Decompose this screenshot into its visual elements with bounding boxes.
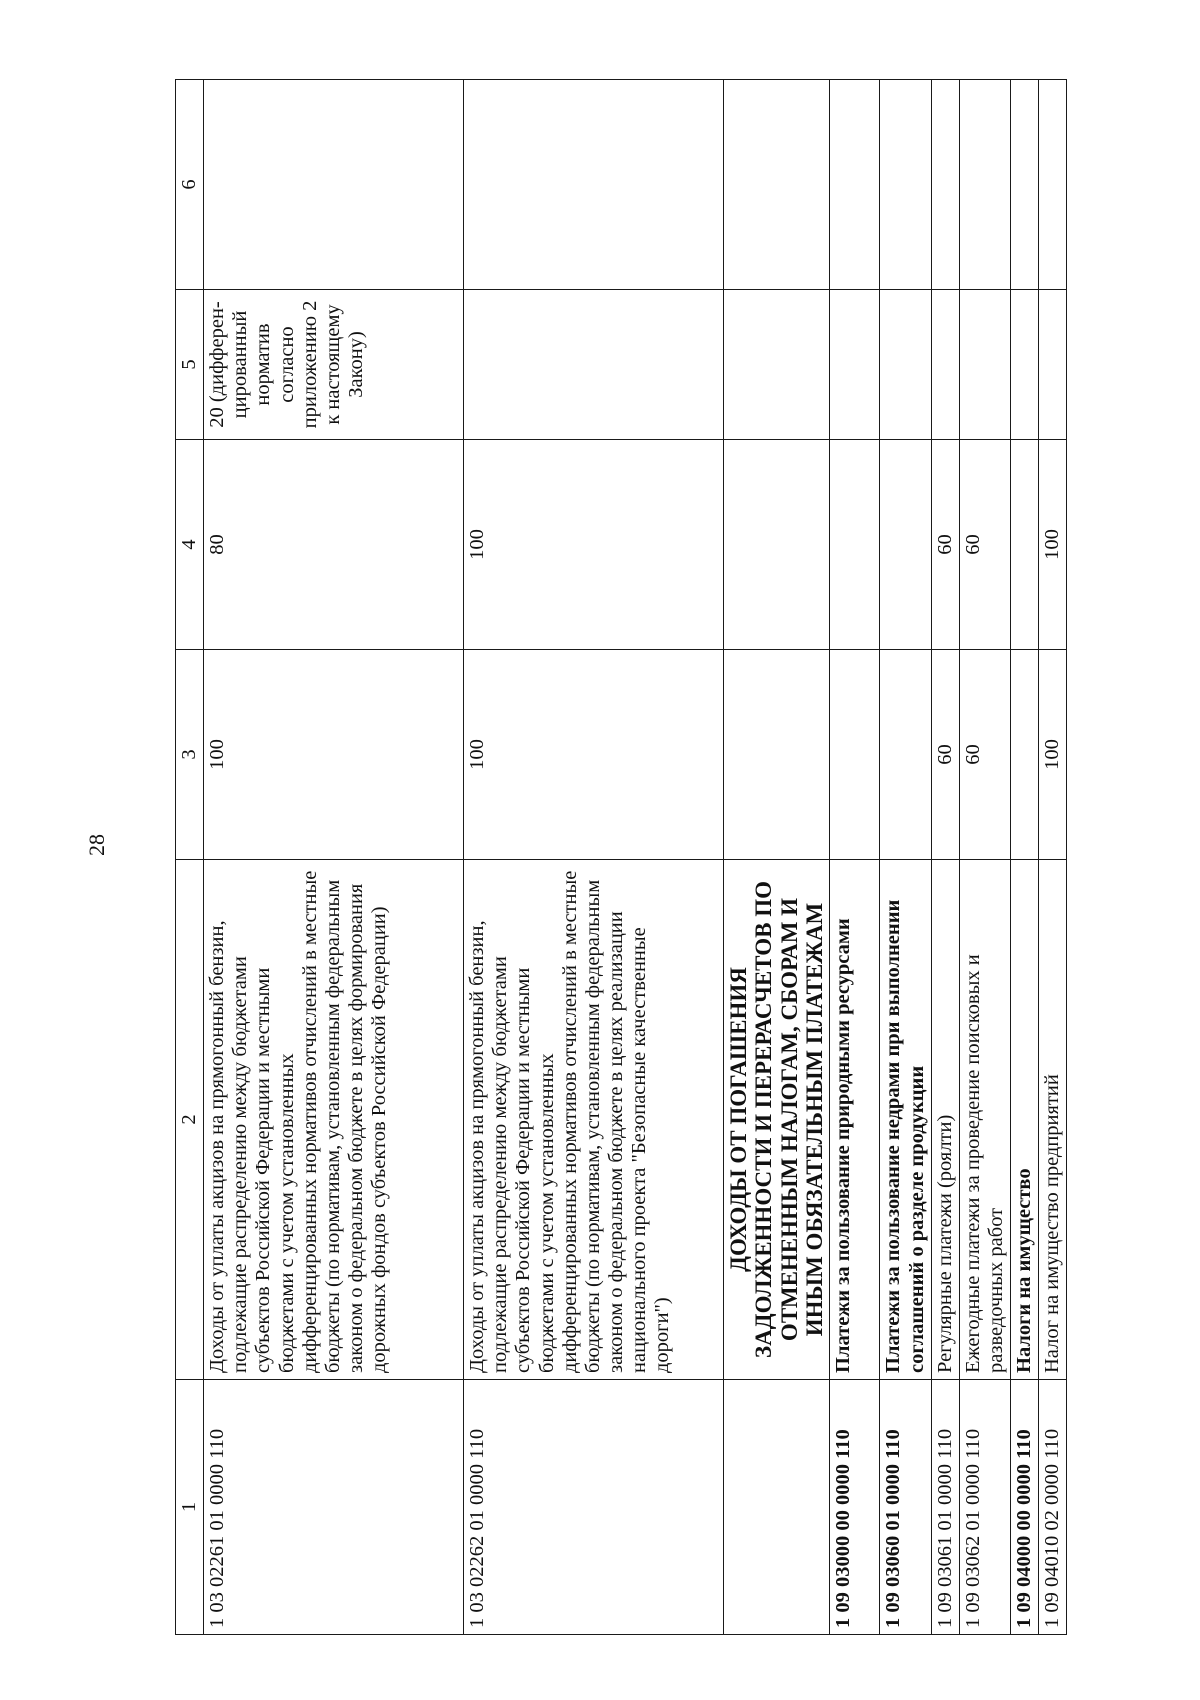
column-header: 6 <box>176 80 204 290</box>
norm-value <box>724 440 830 650</box>
norm-value <box>724 650 830 860</box>
column-header: 5 <box>176 290 204 440</box>
norm-value: 60 <box>931 650 959 860</box>
revenue-code <box>724 1380 830 1635</box>
revenue-code: 1 03 02262 01 0000 110 <box>464 1380 724 1635</box>
norm-value: 80 <box>204 440 464 650</box>
norm-value <box>931 80 959 290</box>
table-row <box>204 80 464 1635</box>
norm-value <box>1011 80 1039 290</box>
header-row <box>176 80 204 1635</box>
norm-value <box>959 290 1010 440</box>
revenue-code: 1 09 03000 00 0000 110 <box>830 1380 880 1635</box>
norm-value <box>880 650 931 860</box>
revenue-code: 1 09 03060 01 0000 110 <box>880 1380 931 1635</box>
norm-value <box>880 290 931 440</box>
norm-value <box>931 290 959 440</box>
column-header: 1 <box>176 1380 204 1635</box>
norm-value <box>1011 440 1039 650</box>
revenue-name: Налоги на имущество <box>1011 860 1039 1380</box>
revenue-name: Налог на имущество предприятий <box>1039 860 1067 1380</box>
norm-value: 100 <box>464 440 724 650</box>
norm-value <box>830 80 880 290</box>
norm-value <box>1011 290 1039 440</box>
norm-value <box>830 290 880 440</box>
norm-value <box>1039 80 1067 290</box>
norm-value: 100 <box>464 650 724 860</box>
norm-value <box>724 290 830 440</box>
table-row <box>959 80 1010 1635</box>
revenue-name: Доходы от уплаты акцизов на прямогонный бензин, подлежащие распределению между бюджетами субъектов Российской Федерации и местными бюджетами с учетом установленных дифференцированных нормативов отчислений в местные бюджеты (по нормативам, установленным федеральным законом о федеральном бюджете в целях реализации национального проекта "Безопасные качественные дороги") <box>464 860 724 1380</box>
revenue-code: 1 09 03061 01 0000 110 <box>931 1380 959 1635</box>
norm-value: 100 <box>1039 650 1067 860</box>
norm-value <box>464 290 724 440</box>
norm-value <box>1039 290 1067 440</box>
table-row <box>1011 80 1039 1635</box>
revenue-name: Ежегодные платежи за проведение поисковых и разведочных работ <box>959 860 1010 1380</box>
rotated-table-wrapper <box>175 80 1064 1635</box>
norm-value: 100 <box>1039 440 1067 650</box>
revenue-name: Платежи за пользование недрами при выполнении соглашений о разделе продукции <box>880 860 931 1380</box>
norm-value: 60 <box>931 440 959 650</box>
column-header: 3 <box>176 650 204 860</box>
revenue-code: 1 09 04010 02 0000 110 <box>1039 1380 1067 1635</box>
revenue-name: Платежи за пользование природными ресурсами <box>830 860 880 1380</box>
norm-value: 100 <box>204 650 464 860</box>
norm-value <box>880 80 931 290</box>
revenue-code: 1 03 02261 01 0000 110 <box>204 1380 464 1635</box>
norm-value: 60 <box>959 440 1010 650</box>
norm-value <box>724 80 830 290</box>
norm-value <box>830 440 880 650</box>
revenue-norms-table <box>175 79 1067 1635</box>
norm-value <box>880 440 931 650</box>
revenue-name: Регулярные платежи (роялти) <box>931 860 959 1380</box>
norm-value <box>464 80 724 290</box>
norm-value <box>1011 650 1039 860</box>
norm-value: 20 (дифферен-цированный норматив согласно приложению 2 к настоящему Закону) <box>204 290 464 440</box>
table-row <box>1039 80 1067 1635</box>
page-number: 28 <box>84 834 109 856</box>
norm-value <box>959 80 1010 290</box>
table-row <box>931 80 959 1635</box>
column-header: 2 <box>176 860 204 1380</box>
table-row <box>464 80 724 1635</box>
norm-value <box>204 80 464 290</box>
revenue-code: 1 09 04000 00 0000 110 <box>1011 1380 1039 1635</box>
norm-value: 60 <box>959 650 1010 860</box>
table-row <box>724 80 830 1635</box>
column-header: 4 <box>176 440 204 650</box>
section-heading: ДОХОДЫ ОТ ПОГАШЕНИЯ ЗАДОЛЖЕННОСТИ И ПЕРЕРАСЧЕТОВ ПО ОТМЕНЕННЫМ НАЛОГАМ, СБОРАМ И ИНЫМ ОБЯЗАТЕЛЬНЫМ ПЛАТЕЖАМ <box>724 860 830 1380</box>
revenue-code: 1 09 03062 01 0000 110 <box>959 1380 1010 1635</box>
table-row <box>880 80 931 1635</box>
table-row <box>830 80 880 1635</box>
norm-value <box>830 650 880 860</box>
revenue-name: Доходы от уплаты акцизов на прямогонный бензин, подлежащие распределению между бюджетами субъектов Российской Федерации и местными бюджетами с учетом установленных дифференцированных нормативов отчислений в местные бюджеты (по нормативам, установленным федеральным законом о федеральном бюджете в целях формирования дорожных фондов субъектов Российской Федерации) <box>204 860 464 1380</box>
